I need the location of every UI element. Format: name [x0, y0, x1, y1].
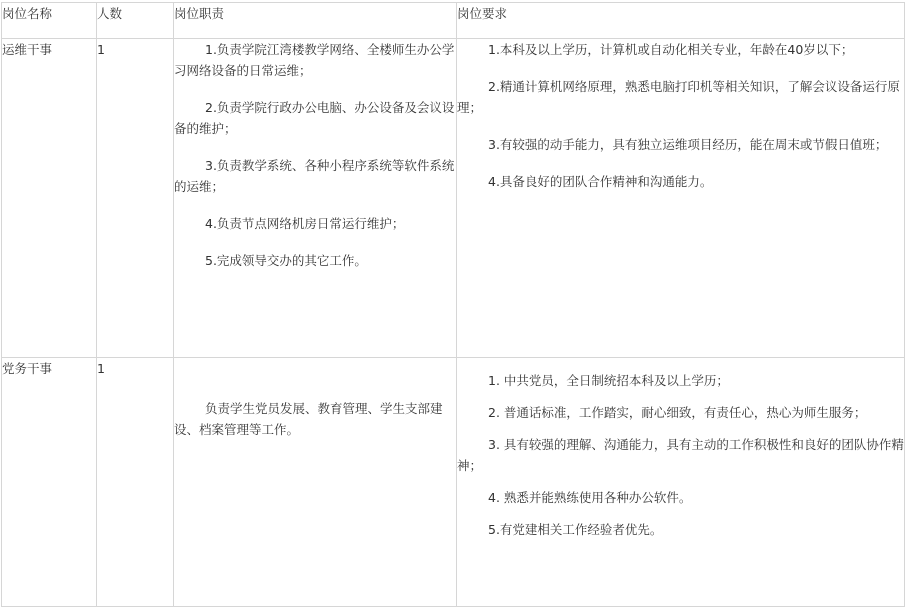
- header-duties: 岗位职责: [174, 3, 457, 39]
- position-name-cell: 党务干事: [2, 358, 97, 607]
- header-headcount: 人数: [97, 3, 174, 39]
- header-position-name: 岗位名称: [2, 3, 97, 39]
- position-name-cell: 运维干事: [2, 39, 97, 358]
- requirement-item: 4.具备良好的团队合作精神和沟通能力。: [488, 174, 713, 189]
- duty-item: 3.负责教学系统、各种小程序系统等软件系统的运维；: [174, 158, 455, 194]
- duties-cell: [174, 39, 457, 358]
- requirement-item: 2. 普通话标准，工作踏实，耐心细致，有责任心，热心为师生服务；: [488, 405, 867, 420]
- table-row: [2, 39, 905, 358]
- job-table: [1, 2, 905, 607]
- duty-item: 负责学生党员发展、教育管理、学生支部建设、档案管理等工作。: [174, 401, 443, 437]
- requirement-item: 3.有较强的动手能力，具有独立运维项目经历，能在周末或节假日值班；: [488, 137, 888, 152]
- requirement-item: 1.本科及以上学历，计算机或自动化相关专业，年龄在40岁以下；: [488, 42, 854, 57]
- requirements-cell: [457, 358, 905, 607]
- header-requirements: 岗位要求: [457, 3, 905, 39]
- duty-item: 2.负责学院行政办公电脑、办公设备及会议设备的维护；: [174, 100, 455, 136]
- requirement-item: 3. 具有较强的理解、沟通能力，具有主动的工作积极性和良好的团队协作精神；: [457, 437, 904, 473]
- headcount-cell: 1: [97, 39, 174, 358]
- requirement-item: 1. 中共党员，全日制统招本科及以上学历；: [488, 373, 729, 388]
- requirement-item: 2.精通计算机网络原理，熟悉电脑打印机等相关知识，了解会议设备运行原理；: [457, 79, 900, 115]
- duty-item: 1.负责学院江湾楼教学网络、全楼师生办公学习网络设备的日常运维；: [174, 42, 455, 78]
- requirement-item: 5.有党建相关工作经验者优先。: [488, 522, 663, 537]
- requirements-cell: [457, 39, 905, 358]
- headcount-cell: 1: [97, 358, 174, 607]
- duty-item: 5.完成领导交办的其它工作。: [205, 253, 367, 268]
- duties-cell: [174, 358, 457, 607]
- requirement-item: 4. 熟悉并能熟练使用各种办公软件。: [488, 490, 692, 505]
- table-header-row: [2, 3, 905, 39]
- table-row: [2, 358, 905, 607]
- duty-item: 4.负责节点网络机房日常运行维护；: [205, 216, 405, 231]
